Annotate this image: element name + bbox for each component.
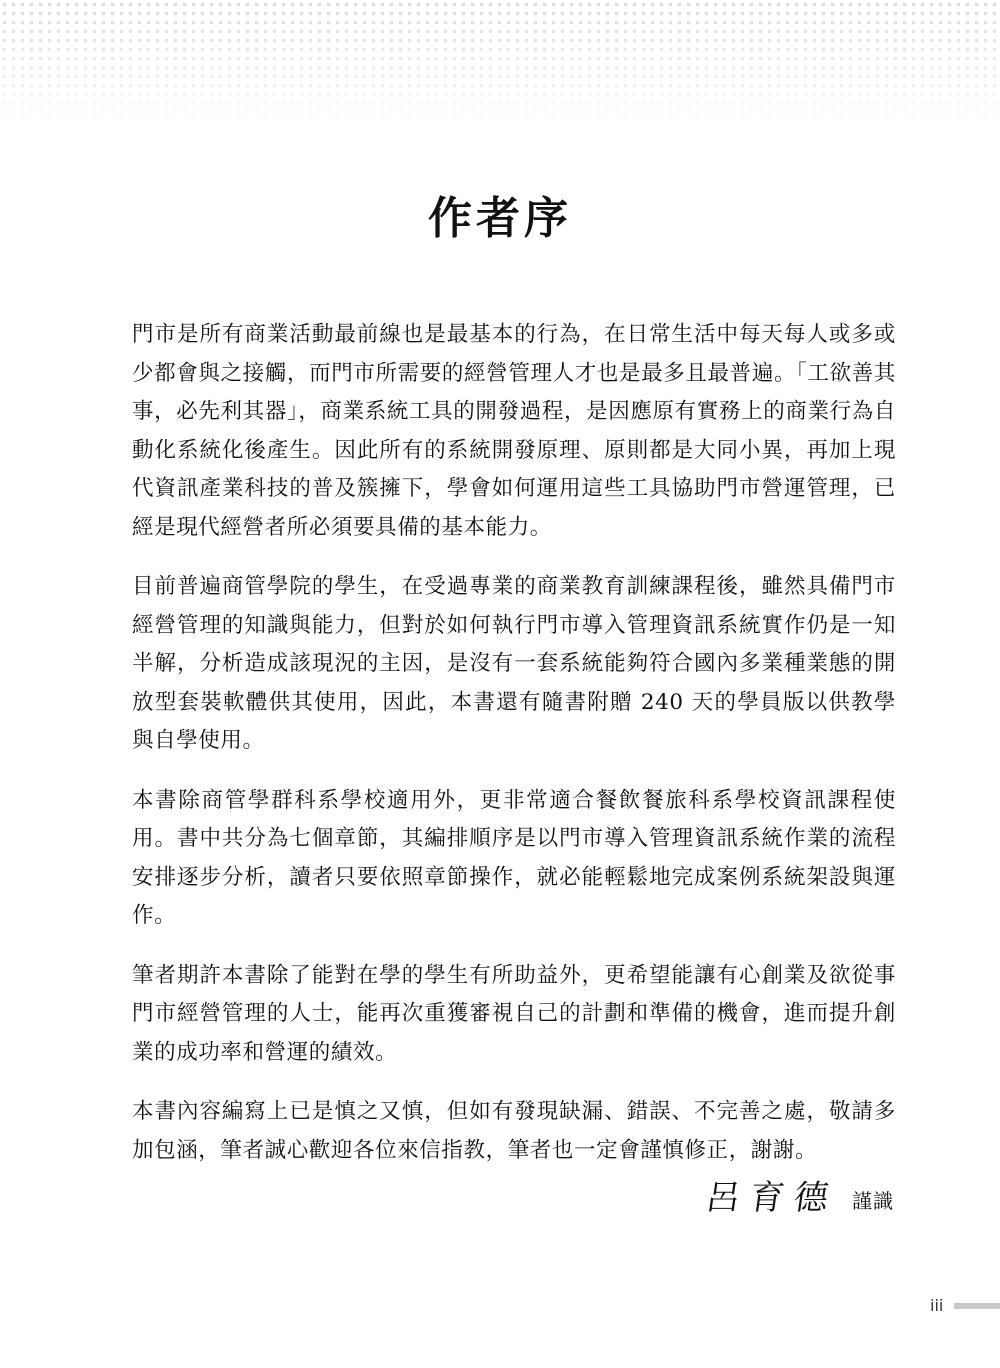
- paragraph-4: 筆者期許本書除了能對在學的學生有所助益外，更希望能讓有心創業及欲從事門市經營管理的人士，能再次重獲審視自己的計劃和準備的機會，進而提升創業的成功率和營運的績效。: [132, 962, 896, 1065]
- paragraph-1: 門市是所有商業活動最前線也是最基本的行為，在日常生活中每天每人或多或少都會與之接觸，而門市所需要的經營管理人才也是最多且最普遍。「工欲善其事，必先利其器」，商業系統工具的開發過程，是因應原有實務上的商業行為自動化系統化後產生。因此所有的系統開發原理、原則都是大同小異，再加上現代資訊產業科技的普及簇擁下，學會如何運用這些工具協助門市營運管理，已經是現代經營者所必須要具備的基本能力。: [132, 322, 896, 540]
- page-number-bar: [954, 1303, 1000, 1309]
- decorative-dot-pattern: [0, 0, 1000, 130]
- signature-suffix: 謹識: [852, 1189, 894, 1213]
- preface-body: [132, 316, 896, 1191]
- author-signature: 呂育德: [703, 1178, 841, 1218]
- paragraph-2: 目前普遍商管學院的學生，在受過專業的商業教育訓練課程後，雖然具備門市經營管理的知識與能力，但對於如何執行門市導入管理資訊系統實作仍是一知半解，分析造成該現況的主因，是沒有一套系統能夠符合國內多業種業態的開放型套裝軟體供其使用，因此，本書還有隨書附贈 240 天的學員版以供教學與自學使用。: [132, 574, 896, 753]
- page-number: iii: [930, 1296, 944, 1315]
- paragraph-3: 本書除商管學群科系學校適用外，更非常適合餐飲餐旅科系學校資訊課程使用。書中共分為七個章節，其編排順序是以門市導入管理資訊系統作業的流程安排逐步分析，讀者只要依照章節操作，就必能輕鬆地完成案例系統架設與運作。: [132, 787, 896, 928]
- page-title: 作者序: [428, 193, 572, 244]
- paragraph-5: 本書內容編寫上已是慎之又慎，但如有發現缺漏、錯誤、不完善之處，敬請多加包涵，筆者誠心歡迎各位來信指教，筆者也一定會謹慎修正，謝謝。: [132, 1099, 896, 1163]
- signature: [703, 1178, 894, 1218]
